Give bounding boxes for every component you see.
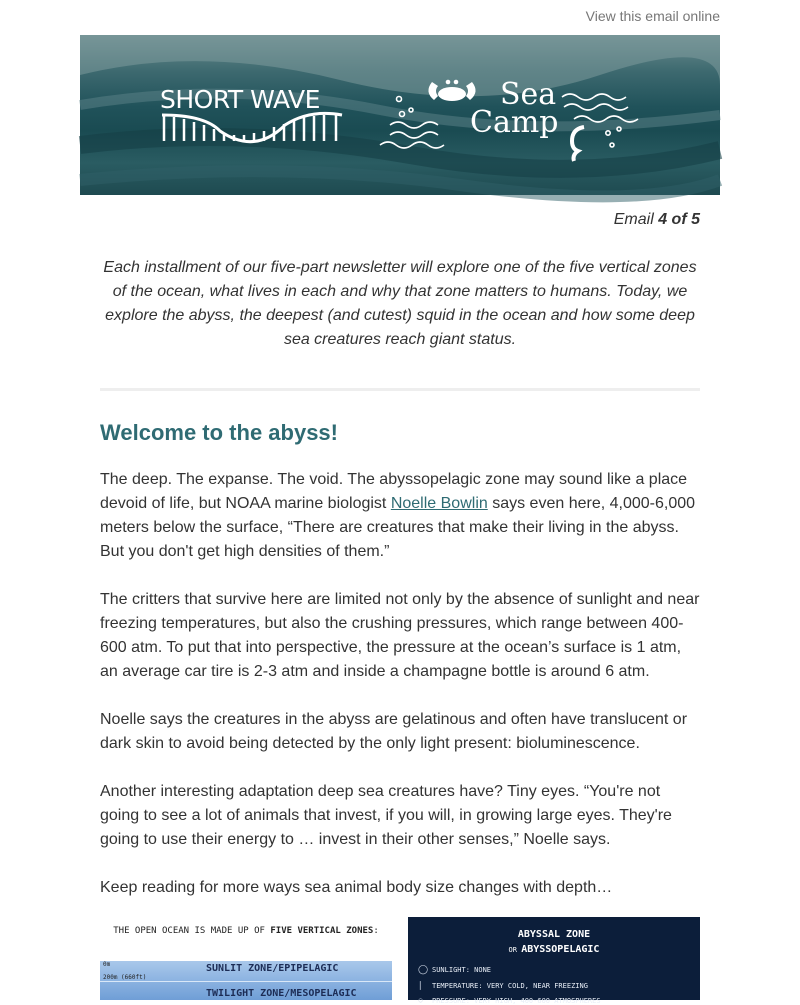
fact-temperature: TEMPERATURE: VERY COLD, NEAR FREEZING — [432, 982, 588, 990]
wave-bars-icon — [160, 111, 345, 145]
zone-bands: 0m SUNLIT ZONE/EPIPELAGIC 200m (660ft) TWILIGHT ZONE/MESOPELAGIC — [100, 961, 392, 1000]
header-banner — [80, 35, 720, 195]
sunlit-zone-label: SUNLIT ZONE/EPIPELAGIC — [206, 963, 339, 974]
paragraph-3: Noelle says the creatures in the abyss are gelatinous and often have translucent or dark skin to avoid being detected by the only light present: bioluminescence. — [100, 711, 688, 752]
top-bar — [0, 0, 800, 35]
paragraph-2: The critters that survive here are limited not only by the absence of sunlight and near freezing temperatures, but also the crushing pressures, which range between 400-600 atm. To put that into perspective, the pressure at the ocean’s surface is 1 atm, an average car tire is 2-3 atm and inside a champagne bottle is around 6 atm. — [100, 591, 700, 680]
fact-sunlight: SUNLIGHT: NONE — [432, 966, 492, 974]
email-series-count: Email 4 of 5 — [613, 211, 700, 228]
abyssal-title: ABYSSAL ZONE OR ABYSSOPELAGIC — [508, 929, 600, 955]
lightbulb-icon: ◯ — [418, 964, 429, 974]
paragraph-4: Another interesting adaptation deep sea creatures have? Tiny eyes. “You're not going to see a lot of animals that invest, if you will, in growing large eyes. They're going to use their energy to … invest in their other senses,” Noelle says. — [100, 783, 672, 848]
section-divider — [100, 388, 700, 391]
abyssal-zone-infographic — [408, 917, 700, 1005]
noelle-bowlin-link[interactable]: Noelle Bowlin — [390, 495, 488, 512]
ocean-zones-diagram — [100, 917, 392, 1000]
thermometer-icon: ∣ — [418, 980, 423, 990]
short-wave-logo: SHORT WAVE — [160, 85, 345, 145]
paragraph-5: Keep reading for more ways sea animal body size changes with depth… — [100, 879, 613, 896]
intro-text: Each installment of our five-part newsletter will explore one of the five vertical zones of the ocean, what lives in each and why that zone matters to humans. Today, we explore the abyss, the deepest (and cutest) squid in the ocean and how some deep sea creatures reach giant status. — [103, 259, 697, 348]
article-heading: Welcome to the abyss! — [100, 420, 338, 445]
twilight-zone-label: TWILIGHT ZONE/MESOPELAGIC — [206, 988, 357, 999]
fact-pressure: PRESSURE: VERY HIGH, 400-600 ATMOSPHERES — [432, 997, 601, 1005]
zones-diagram-title: THE OPEN OCEAN IS MADE UP OF FIVE VERTICAL ZONES: — [113, 926, 379, 936]
paragraph-1: The deep. The expanse. The void. The abyssopelagic zone may sound like a place devoid of life, but NOAA marine biologist Noelle Bowlin says even here, 4,000-6,000 meters below the surface, “There are creatures that make their living in the abyss. But you don't get high densities of them.” — [100, 471, 696, 560]
gauge-icon: ○ — [418, 995, 424, 1005]
zone-separator — [100, 981, 392, 982]
sea-camp-logo: Sea Camp — [376, 77, 656, 162]
view-online-link[interactable]: View this email online — [585, 8, 720, 24]
